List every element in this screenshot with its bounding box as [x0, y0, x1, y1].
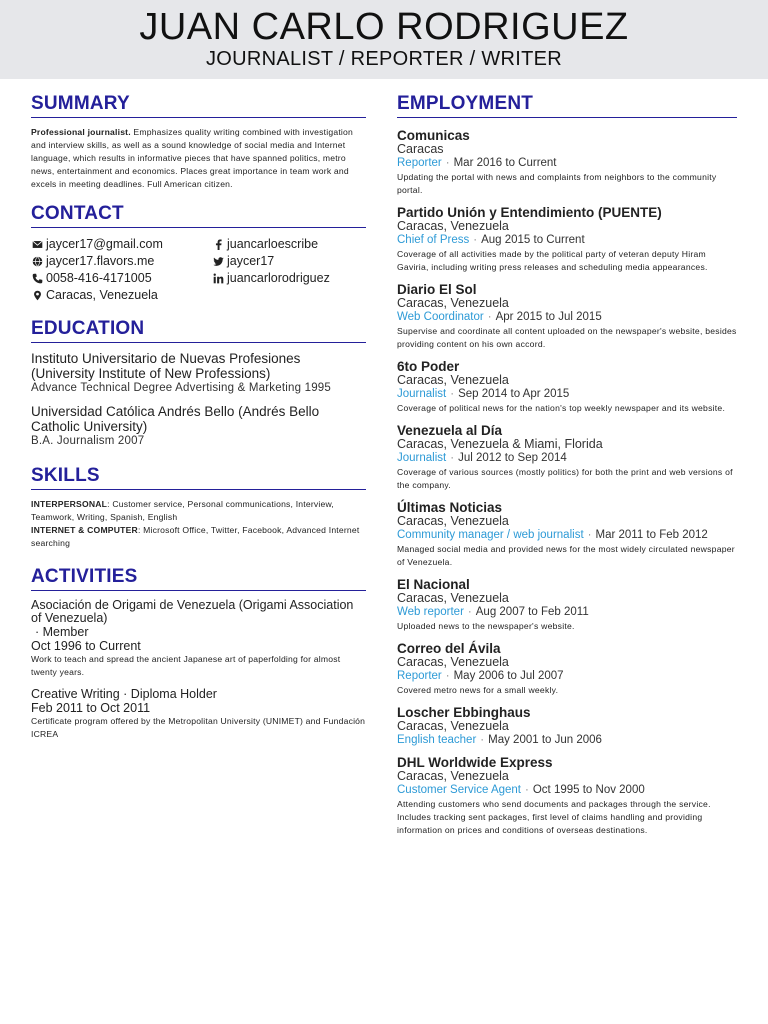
- employment-role-line: [397, 387, 737, 401]
- skills-interpersonal: [31, 498, 366, 524]
- education-degree: Advance Technical Degree Advertising & Marketing 1995: [31, 382, 331, 394]
- activities-heading: ACTIVITIES: [31, 566, 366, 591]
- employment-company: Diario El Sol: [397, 282, 477, 297]
- employment-item: [397, 129, 737, 197]
- employment-role: Reporter: [397, 670, 442, 682]
- employment-heading: EMPLOYMENT: [397, 93, 737, 118]
- employment-desc: Coverage of political news for the nation's top weekly newspaper and its website.: [397, 403, 726, 413]
- linkedin-icon: [212, 273, 224, 284]
- activity-item: [31, 599, 366, 679]
- employment-role-line: [397, 156, 737, 170]
- contact-facebook[interactable]: [212, 236, 330, 253]
- contact-section: [31, 203, 366, 304]
- employment-location: Caracas, Venezuela: [397, 655, 509, 669]
- employment-company: El Nacional: [397, 577, 470, 592]
- employment-role: Web Coordinator: [397, 311, 484, 323]
- employment-role-line: [397, 310, 737, 324]
- summary-text: [31, 126, 366, 191]
- contact-phone[interactable]: [31, 270, 212, 287]
- separator-dot: ·: [445, 670, 450, 682]
- skills-interpersonal-label: INTERPERSONAL: [31, 499, 108, 509]
- activity-desc: Work to teach and spread the ancient Japanese art of paperfolding for almost twenty years.: [31, 654, 341, 677]
- employment-list: [397, 129, 737, 837]
- employment-item: [397, 578, 737, 633]
- employment-dates: Apr 2015 to Jul 2015: [495, 311, 602, 323]
- employment-role: Journalist: [397, 452, 447, 464]
- summary-section: [31, 93, 366, 191]
- contact-linkedin-text: juancarlorodriguez: [227, 271, 330, 285]
- employment-location: Caracas, Venezuela: [397, 296, 509, 310]
- skills-heading: SKILLS: [31, 465, 366, 490]
- employment-desc: Covered metro news for a small weekly.: [397, 685, 559, 695]
- employment-role-line: [397, 451, 737, 465]
- contact-heading: CONTACT: [31, 203, 366, 228]
- separator-dot: ·: [450, 388, 455, 400]
- employment-desc: Managed social media and provided news for the most widely circulated newspaper of Venezuela.: [397, 544, 735, 567]
- skills-section: [31, 465, 366, 550]
- employment-role: Chief of Press: [397, 234, 470, 246]
- contact-twitter[interactable]: [212, 253, 330, 270]
- separator-dot: ·: [525, 784, 529, 796]
- employment-location: Caracas: [397, 142, 444, 156]
- skills-computer-text: : Microsoft Office, Twitter, Facebook, Advanced Internet searching: [31, 525, 360, 548]
- activity-dates: Feb 2011 to Oct 2011: [31, 701, 151, 715]
- employment-company: Loscher Ebbinghaus: [397, 705, 531, 720]
- employment-desc: Updating the portal with news and complaints from neighbors to the community portal.: [397, 172, 717, 195]
- separator-dot: ·: [480, 734, 485, 746]
- employment-role: English teacher: [397, 734, 477, 746]
- contact-location-text: Caracas, Venezuela: [46, 288, 158, 302]
- separator-dot: ·: [467, 606, 472, 618]
- employment-item: [397, 501, 737, 569]
- employment-company: Últimas Noticias: [397, 500, 503, 515]
- employment-role: Web reporter: [397, 606, 464, 618]
- phone-icon: [31, 273, 43, 284]
- contact-website-text: jaycer17.flavors.me: [46, 254, 155, 268]
- employment-dates: Oct 1995 to Nov 2000: [532, 784, 645, 796]
- employment-dates: Jul 2012 to Sep 2014: [458, 452, 567, 464]
- candidate-title: JOURNALIST / REPORTER / WRITER: [205, 48, 563, 70]
- twitter-icon: [212, 256, 224, 267]
- resume-header: [0, 0, 768, 79]
- left-column: [31, 93, 366, 741]
- education-heading: EDUCATION: [31, 318, 366, 343]
- summary-lead: Professional journalist.: [31, 127, 131, 137]
- employment-desc: Coverage of various sources (mostly politics) for both the print and web versions of the company.: [397, 467, 733, 490]
- employment-item: [397, 706, 737, 747]
- employment-location: Caracas, Venezuela: [397, 219, 509, 233]
- activities-section: [31, 566, 366, 741]
- activity-item: [31, 687, 366, 741]
- employment-desc: Attending customers who send documents and packages through the service. Includes tracking sent packages, first level of claims handling and providing information on prices and conditions of overseas destinations.: [397, 799, 711, 835]
- employment-location: Caracas, Venezuela: [397, 514, 509, 528]
- contact-phone-text: 0058-416-4171005: [46, 271, 152, 285]
- activity-title: Asociación de Origami de Venezuela (Origami Association of Venezuela): [31, 598, 354, 625]
- education-item: [31, 351, 366, 396]
- employment-company: Partido Unión y Entendimiento (PUENTE): [397, 205, 662, 220]
- activity-role: · Member: [35, 625, 89, 639]
- contact-grid: [31, 236, 366, 304]
- employment-company: 6to Poder: [397, 359, 460, 374]
- skills-computer-label: INTERNET & COMPUTER: [31, 525, 138, 535]
- employment-dates: May 2001 to Jun 2006: [488, 734, 602, 746]
- employment-company: Comunicas: [397, 128, 470, 143]
- education-degree: B.A. Journalism 2007: [31, 435, 145, 447]
- employment-role-line: [397, 528, 737, 542]
- activity-role: · Diploma Holder: [123, 687, 217, 701]
- facebook-icon: [212, 239, 224, 250]
- employment-dates: Mar 2011 to Feb 2012: [595, 529, 708, 541]
- contact-facebook-text: juancarloescribe: [227, 237, 319, 251]
- activity-title-line: [31, 687, 366, 701]
- contact-website[interactable]: [31, 253, 212, 270]
- map-pin-icon: [31, 290, 43, 301]
- contact-linkedin[interactable]: [212, 270, 330, 287]
- envelope-icon: [31, 239, 43, 250]
- skills-computer: [31, 524, 366, 550]
- employment-dates: Aug 2007 to Feb 2011: [475, 606, 589, 618]
- employment-company: Correo del Ávila: [397, 641, 501, 656]
- activity-dates: Oct 1996 to Current: [31, 639, 141, 653]
- employment-company: Venezuela al Día: [397, 423, 503, 438]
- contact-email-text: jaycer17@gmail.com: [46, 237, 163, 251]
- employment-dates: Sep 2014 to Apr 2015: [458, 388, 570, 400]
- employment-role-line: [397, 233, 737, 247]
- employment-role: Journalist: [397, 388, 447, 400]
- employment-dates: Mar 2016 to Current: [453, 157, 557, 169]
- candidate-name: JUAN CARLO RODRIGUEZ: [139, 6, 629, 48]
- employment-dates: Aug 2015 to Current: [481, 234, 585, 246]
- contact-twitter-text: jaycer17: [227, 254, 275, 268]
- employment-role: Customer Service Agent: [397, 784, 522, 796]
- employment-item: [397, 642, 737, 697]
- separator-dot: ·: [487, 311, 492, 323]
- separator-dot: ·: [445, 157, 450, 169]
- employment-location: Caracas, Venezuela: [397, 373, 509, 387]
- education-institution: Instituto Universitario de Nuevas Profesiones (University Institute of New Professions): [31, 351, 301, 381]
- right-column: [397, 93, 737, 846]
- employment-dates: May 2006 to Jul 2007: [453, 670, 564, 682]
- contact-col-main: [31, 236, 212, 304]
- employment-desc: Supervise and coordinate all content uploaded on the newspaper's website, besides providing content on his own accord.: [397, 326, 737, 349]
- employment-item: [397, 360, 737, 415]
- employment-role-line: [397, 669, 737, 683]
- employment-desc: Coverage of all activities made by the political party of veteran deputy Hiram Gaviria, including writing press releases and scheduling media appearances.: [397, 249, 708, 272]
- employment-role-line: [397, 733, 737, 747]
- employment-item: [397, 424, 737, 492]
- employment-role: Community manager / web journalist: [397, 529, 584, 541]
- summary-body: Emphasizes quality writing combined with investigation and interview skills, as well as a sound knowledge of social media and Internet language, which results in informative pieces that have spanned politics, metro news, entertainment and economics. Places great importance in team work and excels in meeting deadlines. Full American citizen.: [31, 127, 353, 189]
- education-section: [31, 318, 366, 449]
- skills-interpersonal-text: : Customer service, Personal communications, Interview, Teamwork, Writing, Spanish, English: [31, 499, 335, 522]
- summary-heading: SUMMARY: [31, 93, 366, 118]
- education-item: [31, 404, 366, 449]
- employment-company: DHL Worldwide Express: [397, 755, 553, 770]
- contact-location: [31, 287, 212, 304]
- activity-desc: Certificate program offered by the Metropolitan University (UNIMET) and Fundación ICREA: [31, 716, 366, 739]
- globe-icon: [31, 256, 43, 267]
- contact-col-social: [212, 236, 330, 304]
- employment-location: Caracas, Venezuela & Miami, Florida: [397, 437, 603, 451]
- employment-item: [397, 756, 737, 837]
- employment-desc: Uploaded news to the newspaper's website.: [397, 621, 575, 631]
- employment-role-line: [397, 605, 737, 619]
- employment-location: Caracas, Venezuela: [397, 719, 509, 733]
- employment-role-line: [397, 783, 737, 797]
- separator-dot: ·: [473, 234, 478, 246]
- education-institution: Universidad Católica Andrés Bello (Andrés Bello Catholic University): [31, 404, 320, 434]
- separator-dot: ·: [587, 529, 592, 541]
- activity-title: Creative Writing: [31, 687, 120, 701]
- employment-location: Caracas, Venezuela: [397, 591, 509, 605]
- employment-location: Caracas, Venezuela: [397, 769, 509, 783]
- employment-item: [397, 206, 737, 274]
- contact-email[interactable]: [31, 236, 212, 253]
- employment-item: [397, 283, 737, 351]
- separator-dot: ·: [450, 452, 455, 464]
- employment-role: Reporter: [397, 157, 442, 169]
